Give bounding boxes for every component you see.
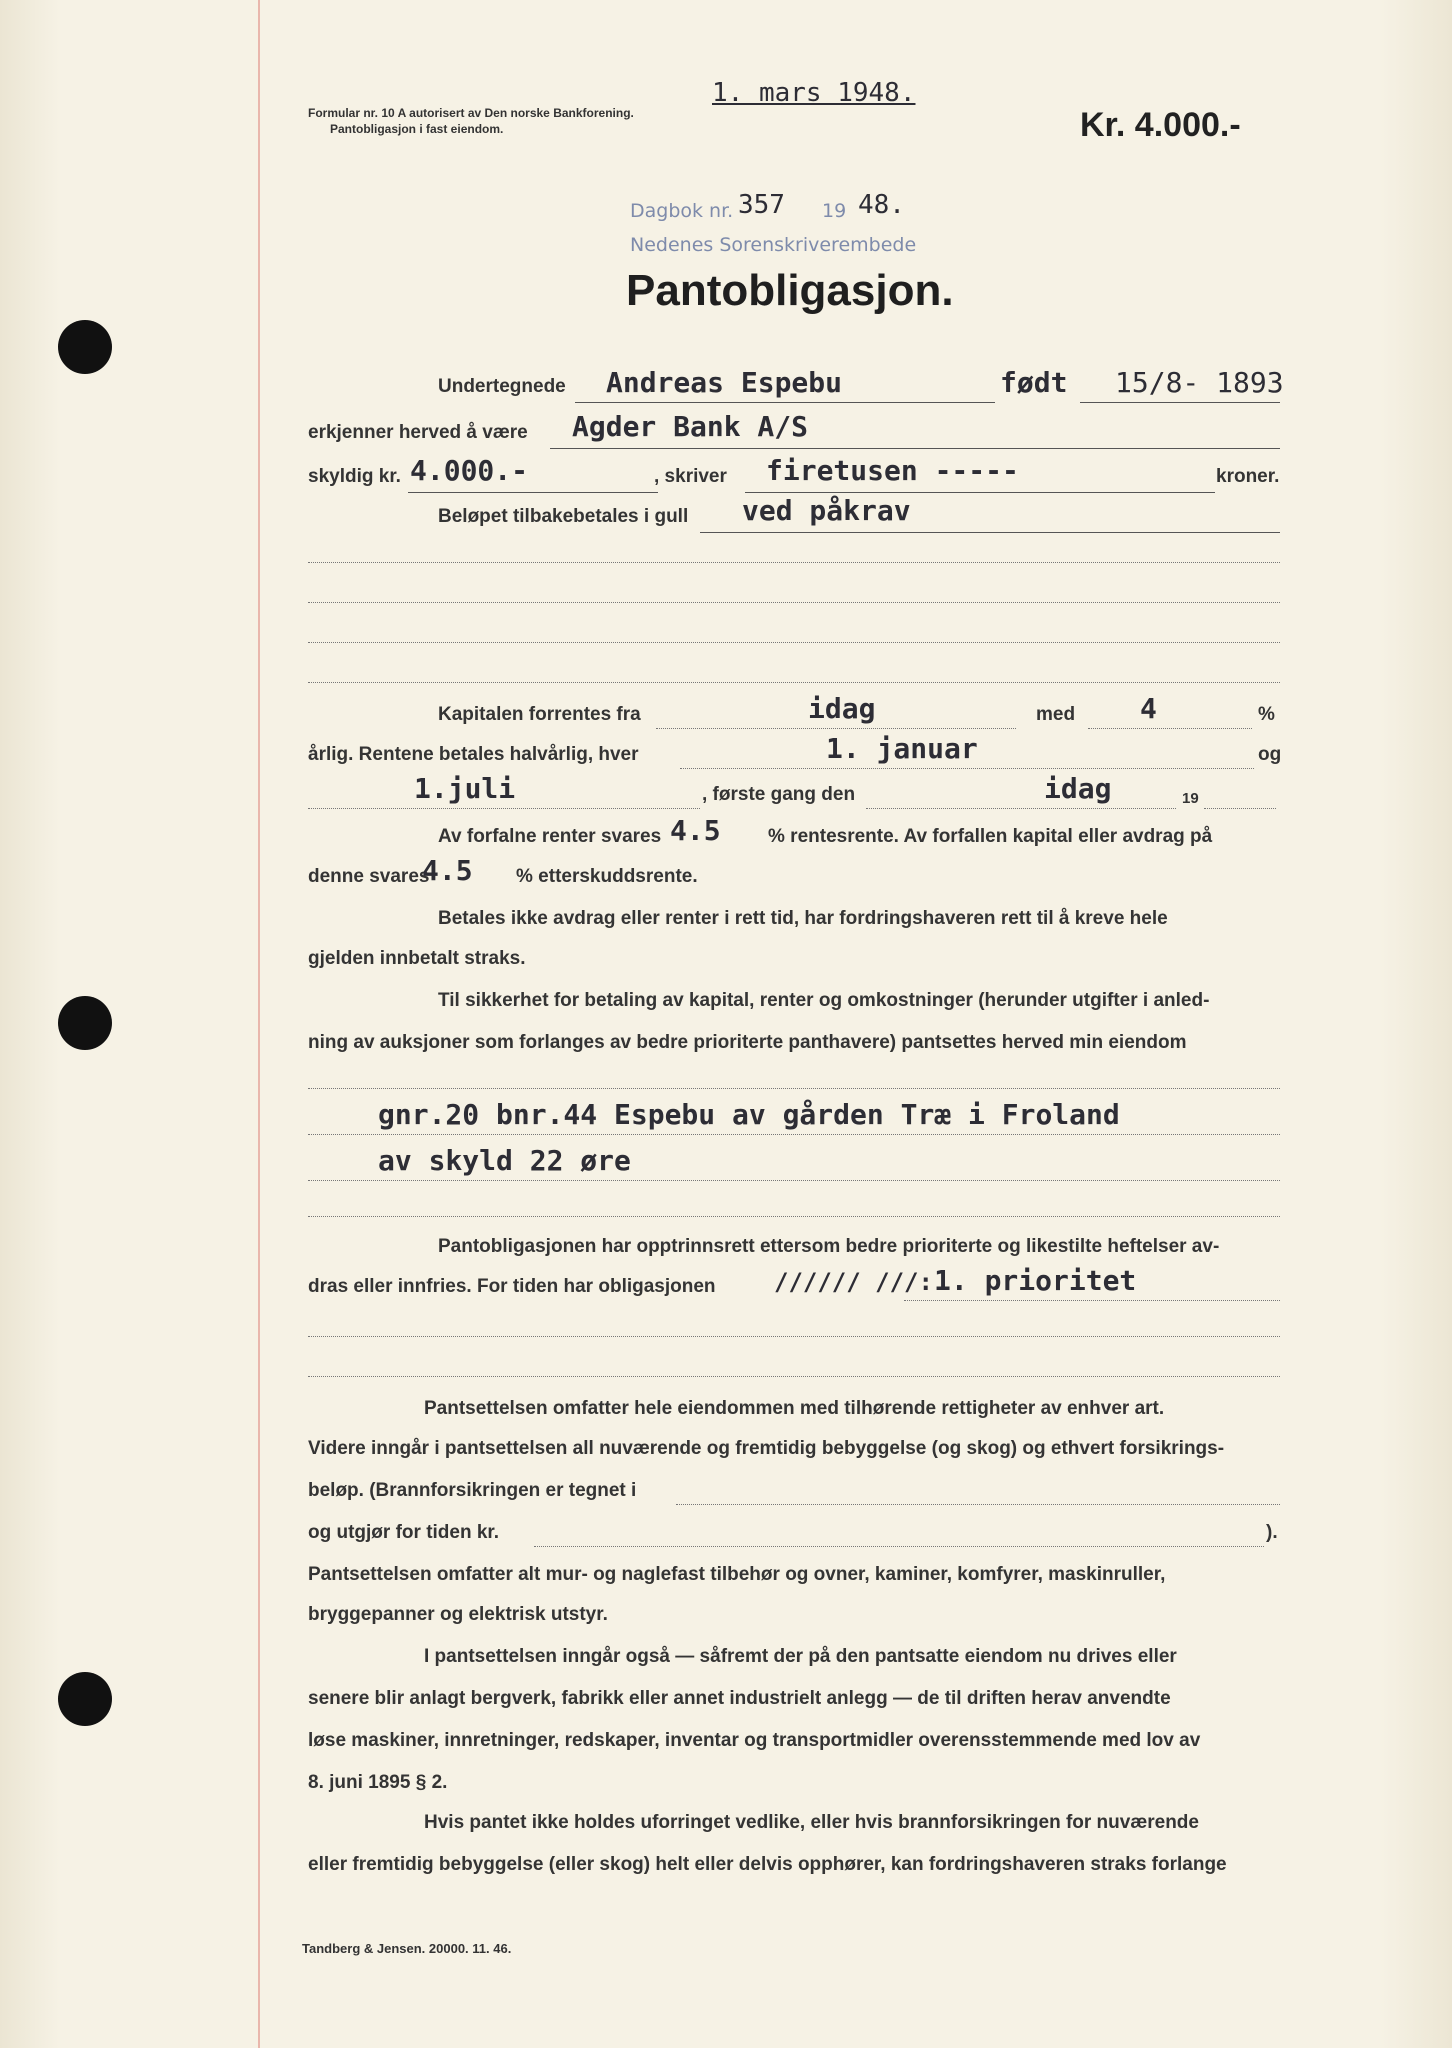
text-line: og utgjør for tiden kr. <box>308 1522 500 1543</box>
text-line: Pantsettelsen omfatter hele eiendommen med tilhørende rettigheter av enhver art. <box>424 1398 1165 1419</box>
text-line: eller fremtidig bebyggelse (eller skog) helt eller delvis opphører, kan fordringshaveren straks forlange <box>308 1854 1227 1875</box>
text-line: gjelden innbetalt straks. <box>308 948 526 969</box>
creditor-name: Agder Bank A/S <box>572 410 809 443</box>
dagbok-label: Dagbok nr. <box>630 200 734 222</box>
arlig-label: årlig. Rentene betales halvårlig, hver <box>308 744 639 765</box>
denne-text-b: % etterskuddsrente. <box>516 866 698 887</box>
text-line: ). <box>1266 1522 1278 1543</box>
text-line: Til sikkerhet for betaling av kapital, renter og omkostninger (herunder utgifter i anled- <box>438 990 1210 1011</box>
punch-hole <box>58 320 112 374</box>
form-note-line1: Formular nr. 10 A autorisert av Den norske Bankforening. <box>308 106 634 120</box>
property-line2: av skyld 22 øre <box>378 1144 631 1177</box>
document-title: Pantobligasjon. <box>626 266 954 315</box>
text-line: ning av auksjoner som forlanges av bedre prioriterte panthavere) pantsettes herved min eiendom <box>308 1032 1187 1053</box>
forste-label: , første gang den <box>702 784 856 805</box>
belopet-label: Beløpet tilbakebetales i gull <box>438 506 689 527</box>
dagbok-year-prefix: 19 <box>822 200 847 222</box>
header-amount: Kr. 4.000.- <box>1080 106 1241 144</box>
priority: 1. prioritet <box>934 1264 1137 1297</box>
text-line: 8. juni 1895 § 2. <box>308 1772 448 1793</box>
first-payment-date: 1. januar <box>826 732 978 765</box>
compound-rate: 4.5 <box>670 814 721 847</box>
property-line1: gnr.20 bnr.44 Espebu av gården Træ i Froland <box>378 1098 1120 1131</box>
document-date: 1. mars 1948. <box>712 78 916 108</box>
struck-text: ////// ///: <box>774 1268 933 1296</box>
interest-rate: 4 <box>1140 692 1157 725</box>
og-label: og <box>1258 744 1282 765</box>
text-line: Videre inngår i pantsettelsen all nuværende og fremtidig bebyggelse (og skog) og ethvert forsikrings- <box>308 1438 1225 1459</box>
margin-line <box>258 0 260 2048</box>
debtor-name: Andreas Espebu <box>606 366 843 399</box>
denne-text-a: denne svares <box>308 866 430 887</box>
text-line: senere blir anlagt bergverk, fabrikk eller annet industrielt anlegg — de til driften herav anvendte <box>308 1688 1171 1709</box>
undertegnede-label: Undertegnede <box>438 376 566 397</box>
office-stamp: Nedenes Sorenskriverembede <box>630 234 917 256</box>
amount-in-words: firetusen ----- <box>766 454 1019 487</box>
second-payment-date: 1.juli <box>414 772 516 805</box>
renter-text-b: % rentesrente. Av forfallen kapital eller avdrag på <box>768 826 1213 847</box>
kroner-label: kroner. <box>1216 466 1280 487</box>
dagbok-number: 357 <box>738 190 785 220</box>
late-rate: 4.5 <box>422 854 473 887</box>
fodt-label: født <box>1000 366 1068 399</box>
repayment-terms: ved påkrav <box>742 494 911 527</box>
text-line: Betales ikke avdrag eller renter i rett tid, har fordringshaveren rett til å kreve hele <box>438 908 1168 929</box>
text-line: dras eller innfries. For tiden har obligasjonen <box>308 1276 716 1297</box>
erkjenner-label: erkjenner herved å være <box>308 422 528 443</box>
text-line: Pantobligasjonen har opptrinnsrett ettersom bedre prioriterte og likestilte heftelser av- <box>438 1236 1220 1257</box>
punch-hole <box>58 996 112 1050</box>
text-line: Pantsettelsen omfatter alt mur- og naglefast tilbehør og ovner, kaminer, komfyrer, maskinruller, <box>308 1564 1166 1585</box>
birth-date: 15/8- 1893 <box>1115 366 1284 399</box>
year-label: 19 <box>1182 790 1199 807</box>
text-line: Hvis pantet ikke holdes uforringet vedlike, eller hvis brannforsikringen for nuværende <box>424 1812 1199 1833</box>
text-line: løse maskiner, innretninger, redskaper, inventar og transportmidler overensstemmende med lov av <box>308 1730 1201 1751</box>
forrentes-label: Kapitalen forrentes fra <box>438 704 641 725</box>
text-line: I pantsettelsen inngår også — såfremt der på den pantsatte eiendom nu drives eller <box>424 1646 1177 1667</box>
form-note-line2: Pantobligasjon i fast eiendom. <box>330 122 504 136</box>
debt-amount: 4.000.- <box>410 454 529 487</box>
renter-text-a: Av forfalne renter svares <box>438 826 662 847</box>
med-label: med <box>1036 704 1076 725</box>
text-line: bryggepanner og elektrisk utstyr. <box>308 1604 608 1625</box>
punch-hole <box>58 1672 112 1726</box>
printer-note: Tandberg & Jensen. 20000. 11. 46. <box>302 1941 512 1956</box>
text-line: beløp. (Brannforsikringen er tegnet i <box>308 1480 637 1501</box>
dagbok-year: 48. <box>858 190 905 220</box>
first-payment-time: idag <box>1044 772 1112 805</box>
skriver-label: , skriver <box>654 466 727 487</box>
interest-percent: % <box>1258 704 1275 725</box>
interest-from: idag <box>808 692 876 725</box>
skyldig-label: skyldig kr. <box>308 466 401 487</box>
